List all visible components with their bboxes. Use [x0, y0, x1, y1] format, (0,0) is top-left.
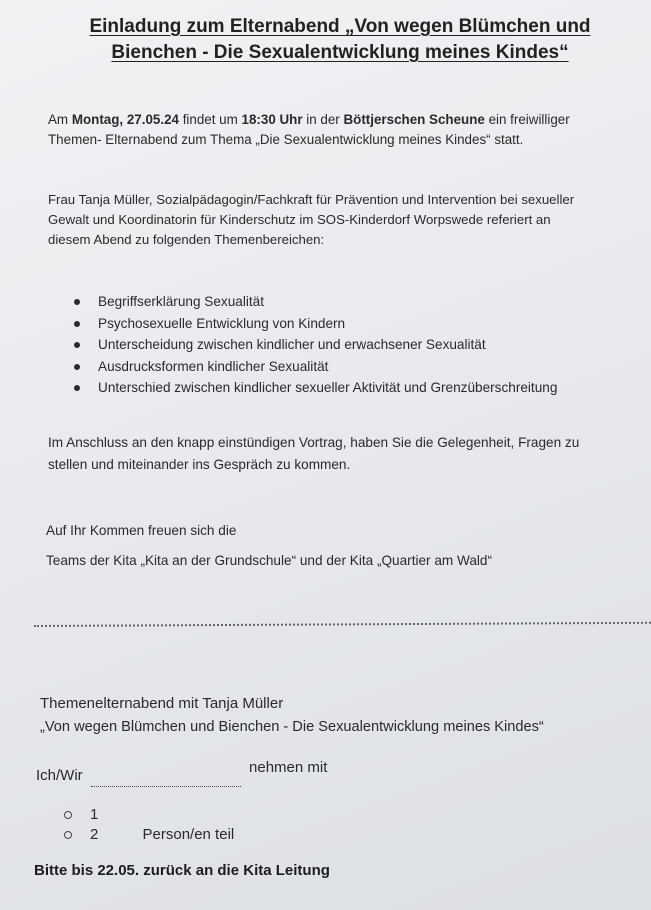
topic-item	[72, 292, 557, 314]
topic-item	[72, 314, 557, 336]
speaker-line-3: diesem Abend zu folgenden Themenbereichen:	[48, 232, 325, 247]
event-time: 18:30 Uhr	[241, 112, 303, 127]
title-line-1: Einladung zum Elternabend „Von wegen Blümchen und	[89, 16, 591, 37]
closing-line-1: Auf Ihr Kommen freuen sich die	[46, 523, 237, 538]
topic-label: Unterschied zwischen kindlicher sexueller Aktivität und Grenzüberschreitung	[98, 380, 558, 395]
after-talk-line-2: stellen und miteinander ins Gespräch zu kommen.	[48, 457, 351, 472]
form-name-row	[36, 759, 328, 787]
intro-text: findet um	[178, 112, 242, 127]
form-event: Themenelternabend mit Tanja Müller	[40, 695, 284, 712]
bullet-icon	[74, 321, 80, 327]
event-place: Böttjerschen Scheune	[343, 112, 485, 127]
return-note: Bitte bis 22.05. zurück an die Kita Leitung	[34, 862, 330, 879]
bullet-icon	[74, 342, 80, 348]
after-talk-line-1: Im Anschluss an den knapp einstündigen Vortrag, haben Sie die Gelegenheit, Fragen zu	[48, 435, 580, 450]
cut-line	[34, 622, 651, 627]
option-2-label: 2	[90, 826, 99, 843]
speaker-line-1: Frau Tanja Müller, Sozialpädagogin/Fachkraft für Prävention und Intervention bei sexueller	[48, 192, 575, 207]
topic-item	[72, 335, 557, 357]
bullet-icon	[74, 385, 80, 391]
radio-circle-icon[interactable]	[64, 811, 72, 819]
intro-text: Am	[48, 112, 72, 127]
radio-circle-icon[interactable]	[64, 831, 72, 839]
after-talk-paragraph	[48, 432, 579, 476]
topic-label: Begriffserklärung Sexualität	[98, 294, 264, 309]
intro-line-2: Themen- Elternabend zum Thema „Die Sexualentwicklung meines Kindes“ statt.	[48, 132, 524, 147]
document-title	[40, 14, 640, 66]
title-line-2: Bienchen - Die Sexualentwicklung meines Kindes“	[111, 42, 569, 63]
topic-label: Ausdrucksformen kindlicher Sexualität	[98, 358, 329, 374]
topic-label: Unterscheidung zwischen kindlicher und erwachsener Sexualität	[98, 337, 486, 352]
speaker-paragraph	[48, 190, 574, 250]
name-label: Ich/Wir	[36, 767, 83, 784]
topic-item	[72, 357, 557, 379]
topic-list	[72, 292, 557, 400]
bullet-icon	[74, 364, 80, 370]
option-2[interactable]	[64, 826, 234, 843]
intro-paragraph	[48, 110, 570, 150]
form-event-title: „Von wegen Blümchen und Bienchen - Die Sexualentwicklung meines Kindes“	[40, 719, 544, 735]
intro-text: in der	[302, 112, 344, 127]
name-input-line[interactable]	[91, 766, 241, 787]
option-1-label: 1	[90, 806, 99, 823]
intro-text: ein freiwilliger	[484, 112, 570, 127]
bullet-icon	[74, 299, 80, 305]
closing-line-2: Teams der Kita „Kita an der Grundschule“ und der Kita „Quartier am Wald“	[46, 553, 493, 568]
persons-label: Person/en teil	[142, 826, 235, 843]
topic-item	[72, 378, 557, 400]
name-suffix: nehmen mit	[249, 759, 328, 776]
topic-label: Psychosexuelle Entwicklung von Kindern	[98, 315, 346, 331]
event-day: Montag, 27.05.24	[71, 112, 179, 127]
speaker-line-2: Gewalt und Koordinatorin für Kinderschutz im SOS-Kinderdorf Worpswede referiert an	[48, 212, 551, 227]
option-1[interactable]	[64, 806, 98, 823]
